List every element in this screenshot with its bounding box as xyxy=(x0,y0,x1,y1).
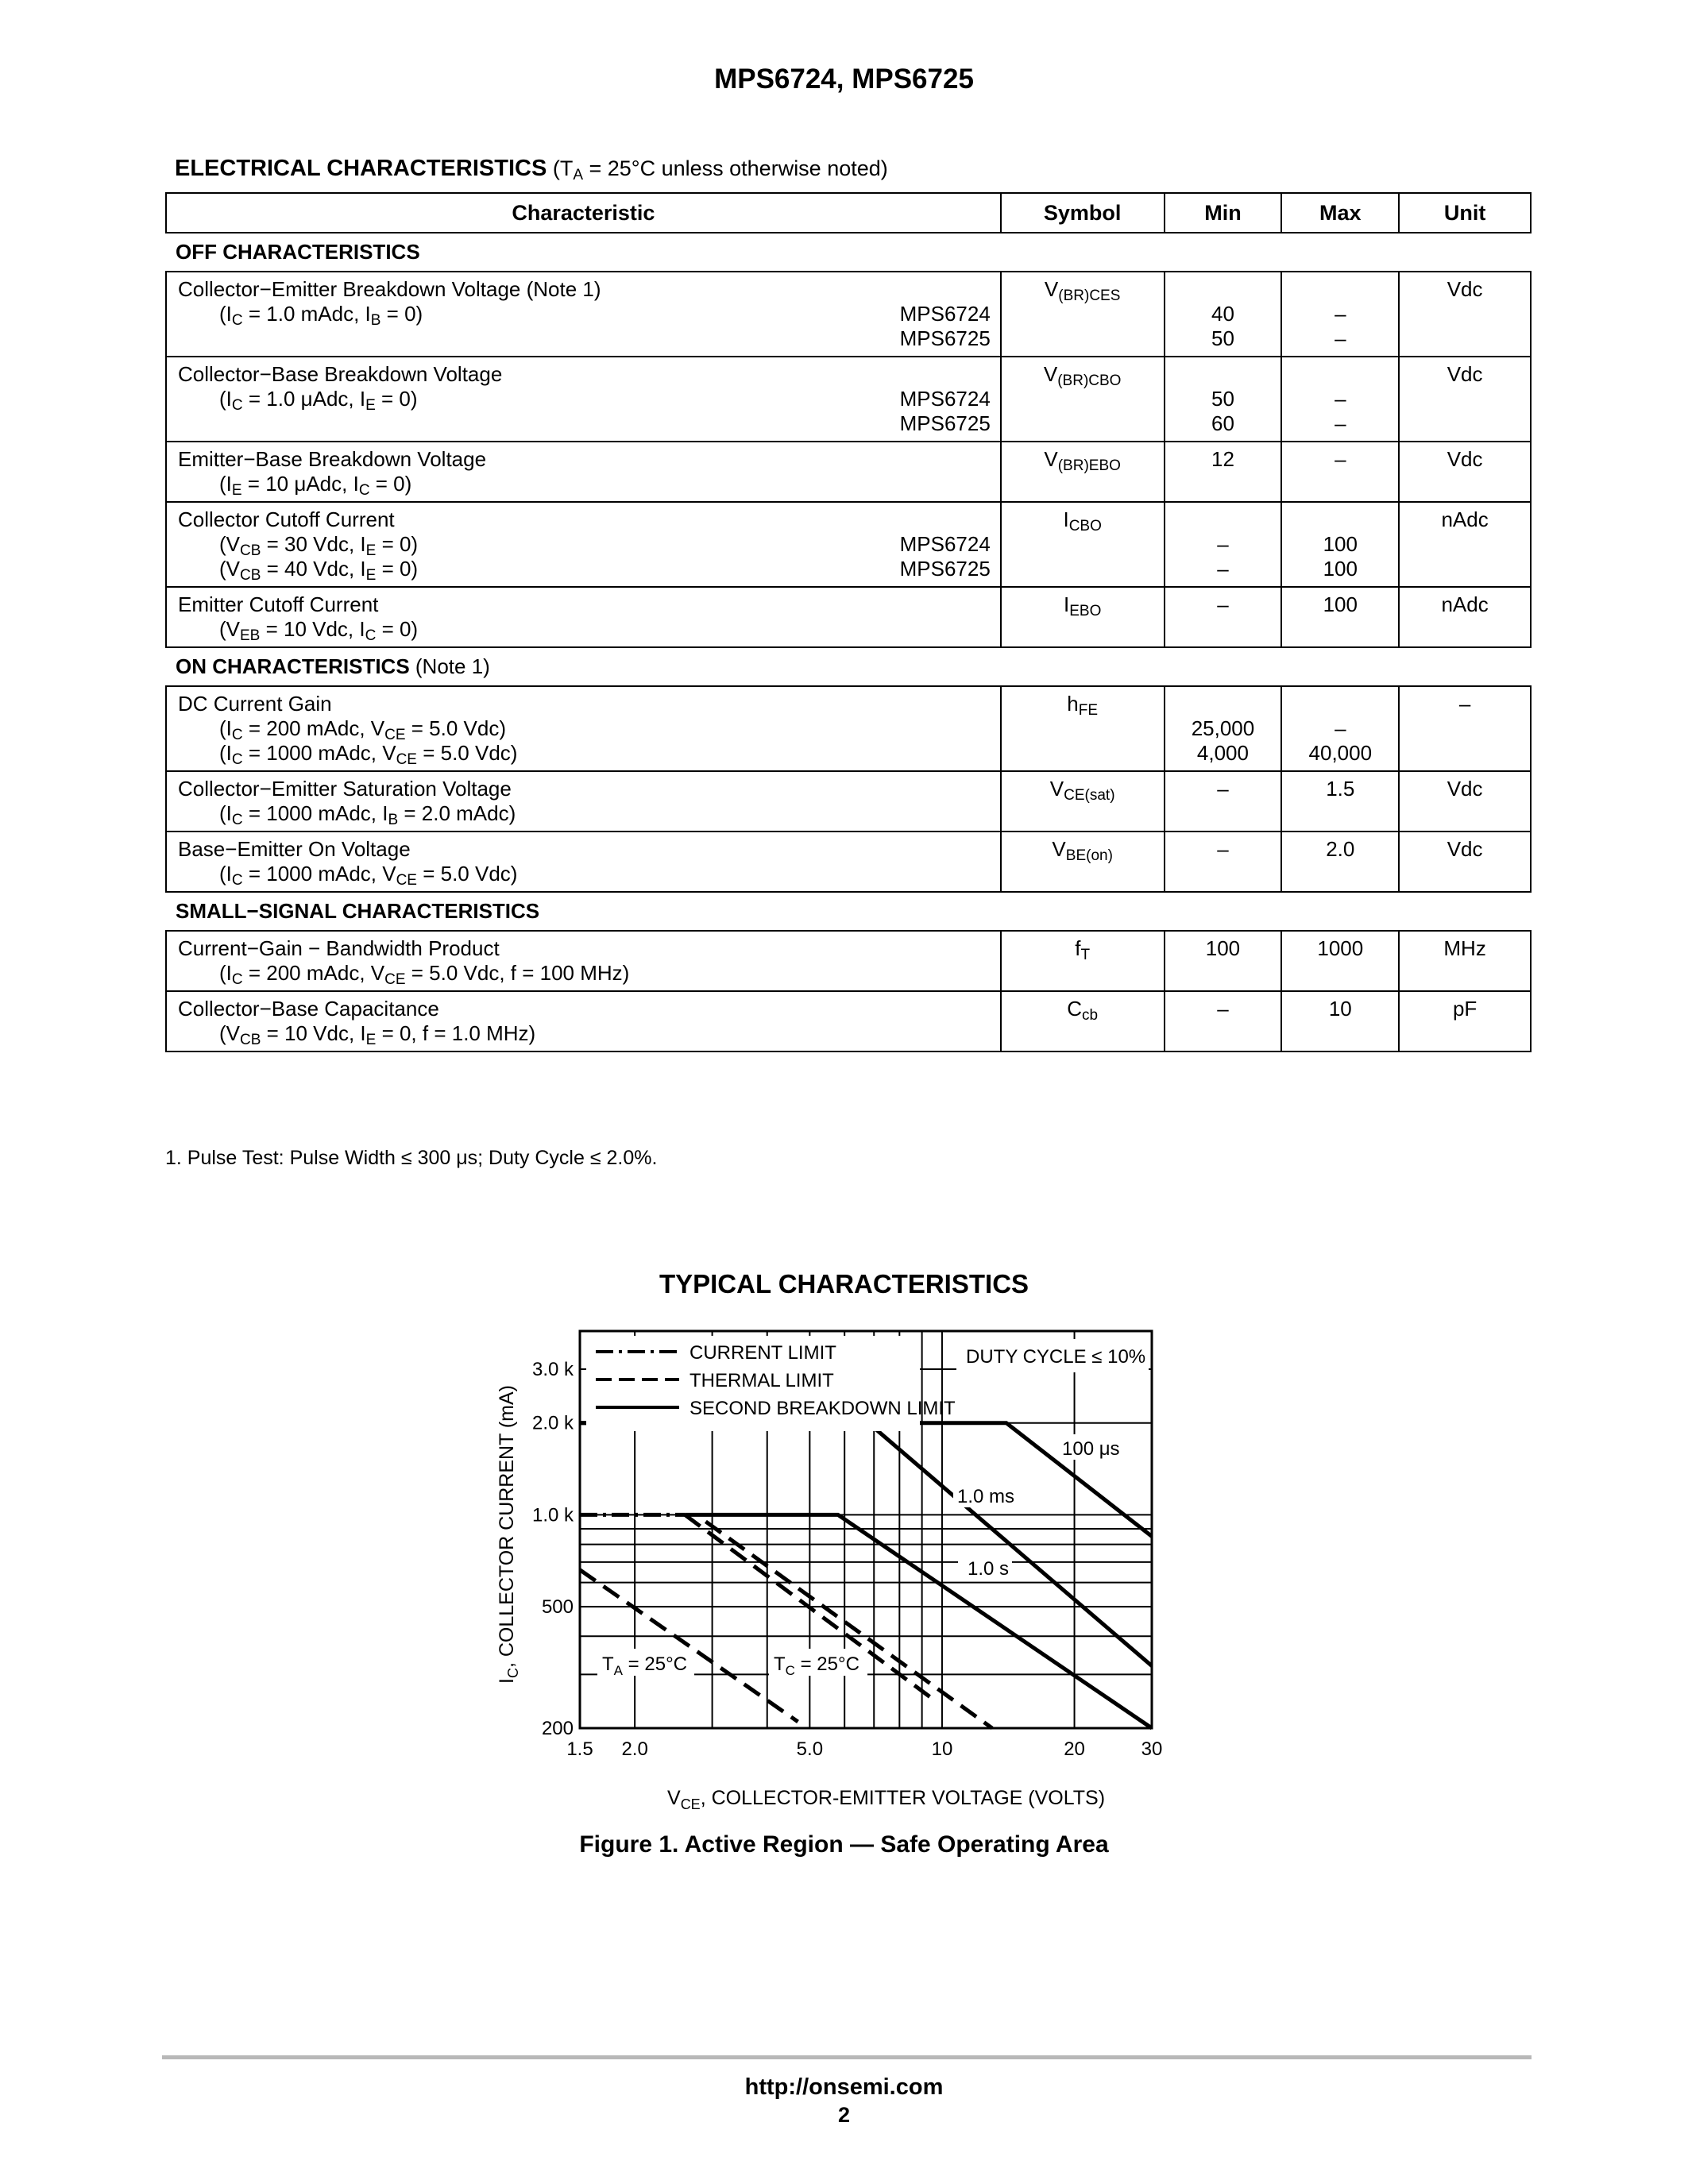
symbol-cell: $V_{(BR)CBO}$ xyxy=(1001,357,1165,442)
part-number: MPS6725 xyxy=(899,326,991,350)
symbol-cell: $I_{EBO}$ xyxy=(1001,587,1165,647)
x-axis-label: $V_{CE}$, COLLECTOR-EMITTER VOLTAGE (VOLTS) xyxy=(667,1787,1106,1812)
table-row: Collector−Emitter Breakdown Voltage (Note 1) ($I_C = 1.0$ mAdc, $I_B = 0$) MPS6724 MPS6725 $V_{(BR)CES}$ 40 50 – – Vdc xyxy=(166,272,1531,357)
table-row: Collector−Base Breakdown Voltage ($I_C = 1.0$ μAdc, $I_E = 0$) MPS6724 MPS6725 $V_{(BR)CBO}$ 50 60 – – Vdc xyxy=(166,357,1531,442)
y-tick-label: 3.0 k xyxy=(531,1359,574,1381)
table-row: Emitter Cutoff Current ($V_{EB} = 10$ Vdc, $I_C = 0$) $I_{EBO}$ – 100 nAdc xyxy=(166,587,1531,647)
x-tick-label: 1.5 xyxy=(566,1738,593,1760)
symbol-cell: $C_{cb}$ xyxy=(1001,991,1165,1051)
x-tick-label: 5.0 xyxy=(796,1738,824,1760)
symbol-cell: $V_{CE(sat)}$ xyxy=(1001,771,1165,832)
second-breakdown-line xyxy=(685,1515,1152,1728)
header-unit: Unit xyxy=(1399,193,1531,233)
part-number: MPS6724 xyxy=(899,532,991,556)
table-row: DC Current Gain ($I_C = 200$ mAdc, $V_{CE} = 5.0$ Vdc) ($I_C = 1000$ mAdc, $V_{CE} = 5.0$ Vdc) $h_{FE}$ 25,000 4,000 – 40,000 – xyxy=(166,686,1531,771)
table-row: Collector−Base Capacitance ($V_{CB} = 10$ Vdc, $I_E = 0$, f = 1.0 MHz) $C_{cb}$ – 10 pF xyxy=(166,991,1531,1051)
thermal-limit-line xyxy=(580,1570,798,1722)
section-off-characteristics: OFF CHARACTERISTICS xyxy=(166,233,1531,272)
footnote: 1. Pulse Test: Pulse Width ≤ 300 μs; Duty Cycle ≤ 2.0%. xyxy=(165,1147,658,1169)
legend-current-limit: CURRENT LIMIT xyxy=(689,1342,836,1364)
y-tick-label: 200 xyxy=(541,1718,574,1739)
table-header-row xyxy=(166,193,1531,233)
legend-thermal-limit: THERMAL LIMIT xyxy=(689,1370,834,1391)
part-number: MPS6724 xyxy=(899,302,991,326)
symbol-cell: $f_T$ xyxy=(1001,931,1165,991)
annotation-1s: 1.0 s xyxy=(968,1558,1010,1580)
part-number: MPS6725 xyxy=(899,557,991,581)
table-row: Collector Cutoff Current ($V_{CB} = 30$ Vdc, $I_E = 0$) MPS6724 ($V_{CB} = 40$ Vdc, $I_E = 0$) MPS6725 $I_{CBO}$ – – 100 100 nAdc xyxy=(166,502,1531,587)
safe-operating-area-chart xyxy=(477,1302,1192,1819)
header-max: Max xyxy=(1281,193,1399,233)
annotation-1ms: 1.0 ms xyxy=(957,1486,1015,1507)
symbol-cell: $V_{(BR)EBO}$ xyxy=(1001,442,1165,502)
annotation-100us: 100 μs xyxy=(1062,1438,1120,1460)
y-axis-label: $I_C$, COLLECTOR CURRENT (mA) xyxy=(496,1384,521,1684)
part-number: MPS6725 xyxy=(899,411,991,435)
figure-caption: Figure 1. Active Region — Safe Operating Area xyxy=(579,1831,1109,1858)
table-row: Collector−Emitter Saturation Voltage ($I_C = 1000$ mAdc, $I_B = 2.0$ mAdc) $V_{CE(sat)}$ – 1.5 Vdc xyxy=(166,771,1531,832)
electrical-characteristics-heading: ELECTRICAL CHARACTERISTICS ($T_A = 25^\circ C$ unless otherwise noted) xyxy=(175,156,888,183)
header-min: Min xyxy=(1165,193,1282,233)
part-number: MPS6724 xyxy=(899,387,991,411)
y-tick-label: 1.0 k xyxy=(531,1504,574,1526)
symbol-cell: $V_{(BR)CES}$ xyxy=(1001,272,1165,357)
x-tick-label: 2.0 xyxy=(621,1738,648,1760)
table-row: Base−Emitter On Voltage ($I_C = 1000$ mAdc, $V_{CE} = 5.0$ Vdc) $V_{BE(on)}$ – 2.0 Vdc xyxy=(166,832,1531,892)
symbol-cell: $I_{CBO}$ xyxy=(1001,502,1165,587)
y-tick-label: 500 xyxy=(541,1596,574,1619)
x-tick-label: 10 xyxy=(931,1738,953,1760)
footer-url[interactable]: http://onsemi.com xyxy=(744,2074,944,2100)
header-characteristic: Characteristic xyxy=(166,193,1001,233)
section-on-characteristics: ON CHARACTERISTICS (Note 1) xyxy=(166,647,1531,686)
annotation-ta: $T_A = 25^\circ C$ xyxy=(602,1653,687,1678)
table-row: Current−Gain − Bandwidth Product ($I_C = 200$ mAdc, $V_{CE} = 5.0$ Vdc, f = 100 MHz) $f_T$ 100 1000 MHz xyxy=(166,931,1531,991)
electrical-characteristics-table xyxy=(165,192,1532,1052)
typical-characteristics-title: TYPICAL CHARACTERISTICS xyxy=(659,1269,1029,1298)
x-tick-label: 20 xyxy=(1064,1738,1085,1760)
symbol-cell: $h_{FE}$ xyxy=(1001,686,1165,771)
footer-rule xyxy=(162,2055,1532,2059)
page-number: 2 xyxy=(837,2103,851,2127)
table-row: Emitter−Base Breakdown Voltage ($I_E = 10$ μAdc, $I_C = 0$) $V_{(BR)EBO}$ 12 – Vdc xyxy=(166,442,1531,502)
symbol-cell: $V_{BE(on)}$ xyxy=(1001,832,1165,892)
y-tick-label: 2.0 k xyxy=(531,1412,574,1434)
thermal-limit-line xyxy=(705,1522,992,1728)
duty-cycle-label: DUTY CYCLE ≤ 10% xyxy=(966,1346,1146,1368)
page-title: MPS6724, MPS6725 xyxy=(714,64,974,95)
section-small-signal-characteristics: SMALL−SIGNAL CHARACTERISTICS xyxy=(166,892,1531,931)
x-tick-label: 30 xyxy=(1141,1738,1163,1760)
header-symbol: Symbol xyxy=(1001,193,1165,233)
legend-second-breakdown: SECOND BREAKDOWN LIMIT xyxy=(689,1398,956,1419)
annotation-tc: $T_C = 25^\circ C$ xyxy=(774,1653,859,1678)
chart-curves xyxy=(580,1423,1152,1728)
